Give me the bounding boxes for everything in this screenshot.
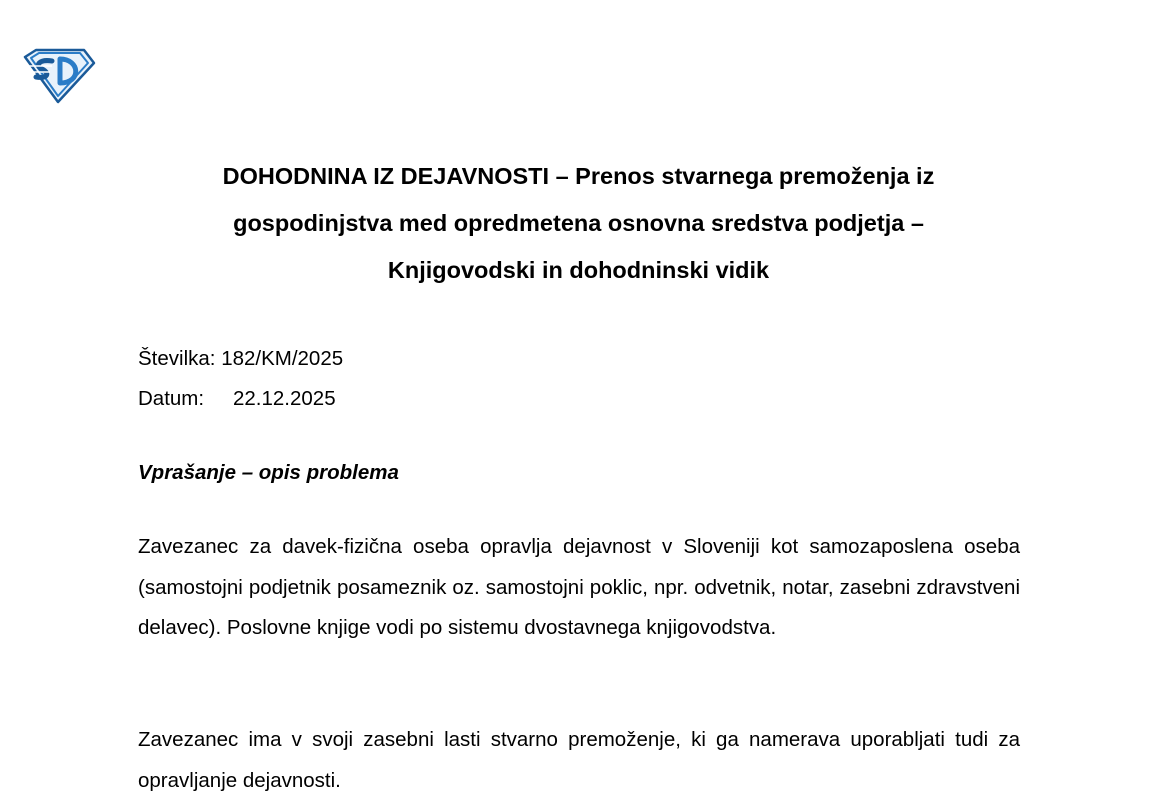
section-heading-question: Vprašanje – opis problema bbox=[138, 461, 399, 484]
document-number-label: Številka: bbox=[138, 347, 216, 370]
body-paragraph-2: Zavezanec ima v svoji zasebni lasti stvarno premoženje, ki ga namerava uporabljati tudi za opravljanje dejavnosti. bbox=[138, 728, 1020, 792]
document-meta bbox=[138, 339, 343, 419]
company-logo bbox=[22, 47, 96, 105]
document-title bbox=[130, 153, 1027, 294]
title-line-2: gospodinjstva med opredmetena osnovna sredstva podjetja – bbox=[233, 210, 924, 236]
shield-logo-icon bbox=[22, 47, 96, 105]
body-paragraph-1: Zavezanec za davek-fizična oseba opravlja dejavnost v Sloveniji kot samozaposlena oseba (samostojni podjetnik posameznik oz. samostojni poklic, npr. odvetnik, notar, zasebni zdravstveni delavec). Poslovne knjige vodi po sistemu dvostavnega knjigovodstva. bbox=[138, 535, 1020, 640]
document-number-value: 182/KM/2025 bbox=[221, 347, 344, 370]
title-line-1: DOHODNINA IZ DEJAVNOSTI – Prenos stvarnega premoženja iz bbox=[222, 163, 935, 189]
document-date-label: Datum: bbox=[138, 387, 205, 410]
document-date-value: 22.12.2025 bbox=[233, 387, 336, 410]
title-line-3: Knjigovodski in dohodninski vidik bbox=[387, 257, 770, 283]
document-number-row bbox=[138, 339, 343, 379]
document-date-row bbox=[138, 379, 343, 419]
